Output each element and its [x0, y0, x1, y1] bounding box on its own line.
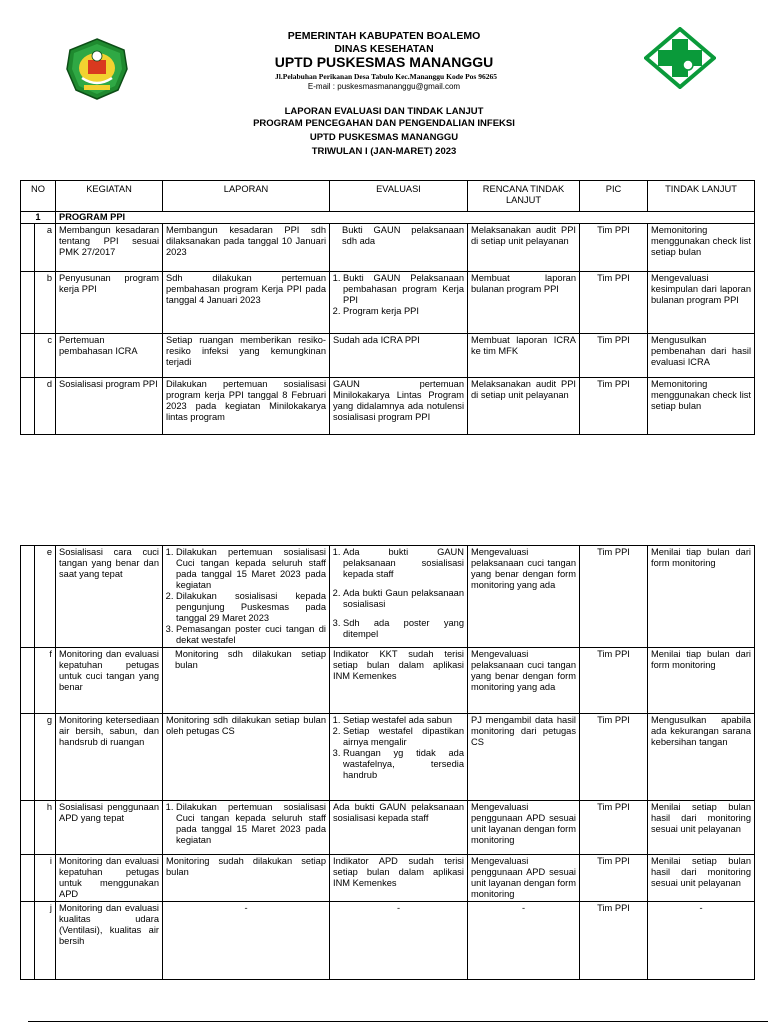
rencana-cell: Mengevaluasi pelaksanaan cuci tangan yang benar dengan form monitoring yang ada: [468, 546, 580, 648]
report-table-part1: [20, 180, 755, 435]
row-letter: g: [35, 714, 56, 801]
kegiatan-cell: Sosialisasi program PPI: [56, 378, 163, 435]
evaluasi-cell: Indikator APD sudah terisi setiap bulan dalam aplikasi INM Kemenkes: [330, 855, 468, 902]
evaluasi-item: 2. Ada bukti Gaun pelaksanaan sosialisasi: [343, 588, 464, 610]
row-letter: a: [35, 224, 56, 272]
table-row: [21, 902, 755, 980]
puskesmas-logo-icon: [644, 27, 716, 89]
kegiatan-cell: Penyusunan program kerja PPI: [56, 272, 163, 334]
laporan-item: 1. Dilakukan pertemuan sosialisasi Cuci tangan kepada seluruh staff pada tanggal 15 Maret 2023 pada kegiatan: [176, 547, 326, 591]
evaluasi-item: 1. Ada bukti GAUN pelaksanaan sosialisasi kepada staff: [343, 547, 464, 580]
evaluasi-item: 3. Sdh ada poster yang ditempel: [343, 618, 464, 640]
report-title-line2: PROGRAM PENCEGAHAN DAN PENGENDALIAN INFEKSI: [253, 118, 515, 129]
kegiatan-cell: Monitoring dan evaluasi kualitas udara (Ventilasi), kualitas air bersih: [56, 902, 163, 980]
kegiatan-cell: Sosialisasi penggunaan APD yang tepat: [56, 801, 163, 855]
rencana-cell: Membuat laporan ICRA ke tim MFK: [468, 334, 580, 378]
row-letter: h: [35, 801, 56, 855]
pic-cell: Tim PPI: [580, 378, 648, 435]
laporan-cell: Monitoring sdh dilakukan setiap bulan oleh petugas CS: [163, 714, 330, 801]
col-header-pic: PIC: [580, 181, 648, 212]
table-row: [21, 334, 755, 378]
table-row: [21, 714, 755, 801]
laporan-cell: Membangun kesadaran PPI sdh dilaksanakan pada tanggal 10 Januari 2023: [163, 224, 330, 272]
evaluasi-item: 3. Ruangan yg tidak ada wastafelnya, tersedia handrub: [343, 748, 464, 781]
tindak-lanjut-cell: Memonitoring menggunakan check list setiap bulan: [648, 224, 755, 272]
table-row: [21, 378, 755, 435]
evaluasi-cell: [330, 546, 468, 648]
pic-cell: Tim PPI: [580, 224, 648, 272]
laporan-cell: Sdh dilakukan pertemuan pembahasan program Kerja PPI pada tanggal 4 Januari 2023: [163, 272, 330, 334]
section-row: [21, 212, 755, 224]
row-letter: i: [35, 855, 56, 902]
table-row: [21, 272, 755, 334]
tindak-lanjut-cell: Menilai tiap bulan dari form monitoring: [648, 546, 755, 648]
pic-cell: Tim PPI: [580, 272, 648, 334]
kegiatan-cell: Monitoring dan evaluasi kepatuhan petugas untuk menggunakan APD: [56, 855, 163, 902]
row-letter: e: [35, 546, 56, 648]
report-table-part2: [20, 545, 755, 980]
department-name: DINAS KESEHATAN: [334, 43, 434, 55]
col-header-tindak-lanjut: TINDAK LANJUT: [648, 181, 755, 212]
rencana-cell: Melaksanakan audit PPI di setiap unit pelayanan: [468, 224, 580, 272]
laporan-item: 3. Pemasangan poster cuci tangan di dekat westafel: [176, 624, 326, 646]
tindak-lanjut-cell: Menilai setiap bulan hasil dari monitoring sesuai unit pelayanan: [648, 855, 755, 902]
pic-cell: Tim PPI: [580, 714, 648, 801]
rencana-cell: Mengevaluasi penggunaan APD sesuai unit layanan dengan form monitoring: [468, 801, 580, 855]
kegiatan-cell: Membangun kesadaran tentang PPI sesuai PMK 27/2017: [56, 224, 163, 272]
tindak-lanjut-cell: Mengusulkan apabila ada kekurangan sarana kebersihan tangan: [648, 714, 755, 801]
laporan-cell: Setiap ruangan memberikan resiko-resiko infeksi yang kemungkinan terjadi: [163, 334, 330, 378]
pic-cell: Tim PPI: [580, 801, 648, 855]
kegiatan-cell: Monitoring dan evaluasi kepatuhan petugas untuk cuci tangan yang benar: [56, 648, 163, 714]
evaluasi-cell: Sudah ada ICRA PPI: [330, 334, 468, 378]
section-label: PROGRAM PPI: [56, 212, 755, 224]
tindak-lanjut-cell: -: [648, 902, 755, 980]
laporan-cell: [163, 546, 330, 648]
kegiatan-cell: Monitoring ketersediaan air bersih, sabun, dan handsrub di ruangan: [56, 714, 163, 801]
col-header-laporan: LAPORAN: [163, 181, 330, 212]
evaluasi-item: 1. Setiap westafel ada sabun: [343, 715, 464, 726]
table-row: [21, 801, 755, 855]
rencana-cell: Membuat laporan bulanan program PPI: [468, 272, 580, 334]
evaluasi-cell: [330, 714, 468, 801]
evaluasi-cell: Indikator KKT sudah terisi setiap bulan dalam aplikasi INM Kemenkes: [330, 648, 468, 714]
col-header-rencana: RENCANA TINDAK LANJUT: [468, 181, 580, 212]
tindak-lanjut-cell: Memonitoring menggunakan check list setiap bulan: [648, 378, 755, 435]
row-letter: c: [35, 334, 56, 378]
report-title-line4: TRIWULAN I (JAN-MARET) 2023: [311, 146, 457, 157]
tindak-lanjut-cell: Menilai setiap bulan hasil dari monitoring sesuai unit pelayanan: [648, 801, 755, 855]
pic-cell: Tim PPI: [580, 902, 648, 980]
row-letter: f: [35, 648, 56, 714]
report-title-line3: UPTD PUSKESMAS MANANGGU: [309, 132, 459, 143]
laporan-item: 1. Dilakukan pertemuan sosialisasi Cuci tangan kepada seluruh staff pada tanggal 15 Maret 2023 pada kegiatan: [176, 802, 326, 846]
rencana-cell: -: [468, 902, 580, 980]
pic-cell: Tim PPI: [580, 855, 648, 902]
rencana-cell: PJ mengambil data hasil monitoring dari petugas CS: [468, 714, 580, 801]
kegiatan-cell: Sosialisasi cara cuci tangan yang benar dan saat yang tepat: [56, 546, 163, 648]
government-name: PEMERINTAH KABUPATEN BOALEMO: [287, 30, 481, 42]
laporan-cell: Monitoring sudah dilakukan setiap bulan: [163, 855, 330, 902]
col-header-kegiatan: KEGIATAN: [56, 181, 163, 212]
section-number: 1: [21, 212, 56, 224]
row-letter: j: [35, 902, 56, 980]
col-header-evaluasi: EVALUASI: [330, 181, 468, 212]
tindak-lanjut-cell: Mengusulkan pembenahan dari hasil evaluasi ICRA: [648, 334, 755, 378]
evaluasi-item: 2. Setiap westafel dipastikan airnya mengalir: [343, 726, 464, 748]
page-footer-divider: [28, 1021, 768, 1022]
row-letter: b: [35, 272, 56, 334]
evaluasi-cell: Ada bukti GAUN pelaksanaan sosialisasi kepada staff: [330, 801, 468, 855]
table-row: [21, 546, 755, 648]
evaluasi-cell: [330, 272, 468, 334]
kegiatan-cell: Pertemuan pembahasan ICRA: [56, 334, 163, 378]
laporan-item: 2. Dilakukan sosialisasi kepada pengunjung Puskesmas pada tanggal 29 Maret 2023: [176, 591, 326, 624]
evaluasi-item: 2. Program kerja PPI: [343, 306, 464, 317]
laporan-cell: Dilakukan pertemuan sosialisasi program kerja PPI tanggal 8 Februari 2023 pada kegiatan Minilokakarya lintas program: [163, 378, 330, 435]
row-letter: d: [35, 378, 56, 435]
laporan-cell: [163, 801, 330, 855]
laporan-cell: Monitoring sdh dilakukan setiap bulan: [163, 648, 330, 714]
pic-cell: Tim PPI: [580, 546, 648, 648]
rencana-cell: Melaksanakan audit PPI di setiap unit pelayanan: [468, 378, 580, 435]
evaluasi-cell: GAUN pertemuan Minilokakarya Lintas Program yang didalamnya ada notulensi sosialisasi program PPI: [330, 378, 468, 435]
table-row: [21, 855, 755, 902]
evaluasi-item: 1. Bukti GAUN Pelaksanaan pembahasan program Kerja PPI: [343, 273, 464, 306]
evaluasi-cell: Bukti GAUN pelaksanaan sdh ada: [330, 224, 468, 272]
rencana-cell: Mengevaluasi pelaksanaan cuci tangan yang benar dengan form monitoring yang ada: [468, 648, 580, 714]
letterhead: [0, 0, 768, 100]
pic-cell: Tim PPI: [580, 648, 648, 714]
tindak-lanjut-cell: Menilai tiap bulan dari form monitoring: [648, 648, 755, 714]
puskesmas-name: UPTD PUSKESMAS MANANGGU: [274, 54, 494, 70]
address: Jl.Pelabuhan Perikanan Desa Tabulo Kec.Mananggu Kode Pos 96265: [275, 72, 497, 81]
report-title-line1: LAPORAN EVALUASI DAN TINDAK LANJUT: [284, 106, 484, 117]
rencana-cell: Mengevaluasi penggunaan APD sesuai unit layanan dengan form monitoring: [468, 855, 580, 902]
pic-cell: Tim PPI: [580, 334, 648, 378]
col-header-no: NO: [21, 181, 56, 212]
laporan-cell: -: [163, 902, 330, 980]
evaluasi-cell: -: [330, 902, 468, 980]
email: E-mail : puskesmasmananggu@gmail.com: [307, 82, 461, 91]
table-row: [21, 648, 755, 714]
table-row: [21, 224, 755, 272]
tindak-lanjut-cell: Mengevaluasi kesimpulan dari laporan bulanan program PPI: [648, 272, 755, 334]
